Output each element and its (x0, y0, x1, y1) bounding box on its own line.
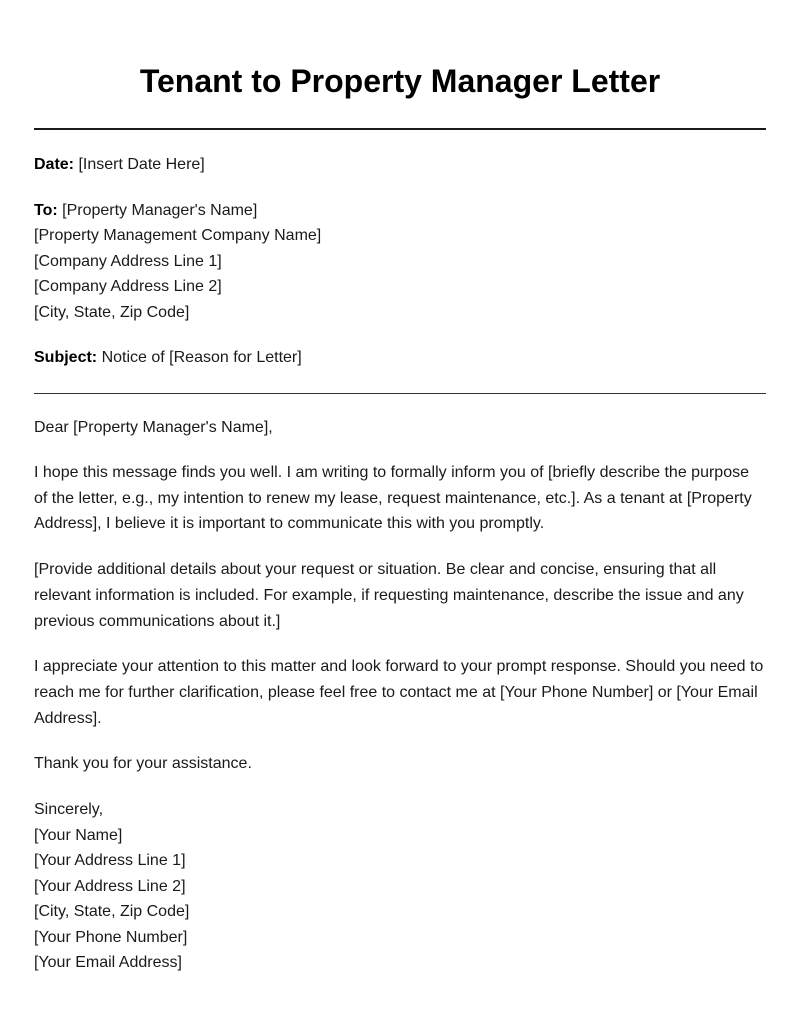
salutation: Dear [Property Manager's Name], (34, 418, 273, 436)
sender-email: [Your Email Address] (34, 954, 182, 972)
sender-address-line-1: [Your Address Line 1] (34, 852, 186, 870)
body-paragraph-1: I hope this message finds you well. I am writing to formally inform you of [briefly describe the purpose of the letter, e.g., my intention to renew my lease, request maintenance, etc.]. As a tenant at [Property Address], I believe it is important to communicate this with you promptly. (34, 464, 752, 533)
date-block (34, 152, 766, 178)
middle-divider (34, 393, 766, 394)
subject-label: Subject: (34, 349, 98, 366)
sender-phone: [Your Phone Number] (34, 928, 188, 946)
body-paragraph-3: I appreciate your attention to this matter and look forward to your prompt response. Should you need to reach me for further clarification, please feel free to contact me at [Your Phone Number] or [Your Email Address]. (34, 658, 764, 727)
date-label: Date: (34, 156, 75, 173)
subject-line (34, 345, 766, 371)
recipient-address-line-2: [Company Address Line 2] (34, 278, 222, 295)
top-divider (34, 128, 766, 130)
sender-name: [Your Name] (34, 826, 123, 844)
recipient-address-line-1: [Company Address Line 1] (34, 252, 222, 270)
sender-city-state-zip: [City, State, Zip Code] (34, 903, 190, 921)
signoff: Sincerely, (34, 801, 104, 819)
recipient-block (34, 198, 766, 326)
to-label: To: (34, 201, 58, 219)
date-line (34, 152, 766, 178)
closing-block (34, 797, 766, 976)
recipient-city-state-zip: [City, State, Zip Code] (34, 303, 190, 321)
body-paragraph-2: [Provide additional details about your request or situation. Be clear and concise, ensuring that all relevant information is included. For example, if requesting maintenance, describe the issue and any previous communications about it.] (34, 561, 744, 630)
date-value: [Insert Date Here] (78, 156, 205, 173)
recipient-company: [Property Management Company Name] (34, 227, 322, 244)
recipient-name: [Property Manager's Name] (62, 201, 258, 219)
thanks-line: Thank you for your assistance. (34, 755, 252, 773)
subject-value: Notice of [Reason for Letter] (101, 349, 302, 366)
recipient-name-line (34, 198, 766, 224)
page-title: Tenant to Property Manager Letter (139, 63, 661, 99)
subject-block (34, 345, 766, 371)
sender-address-line-2: [Your Address Line 2] (34, 877, 186, 895)
